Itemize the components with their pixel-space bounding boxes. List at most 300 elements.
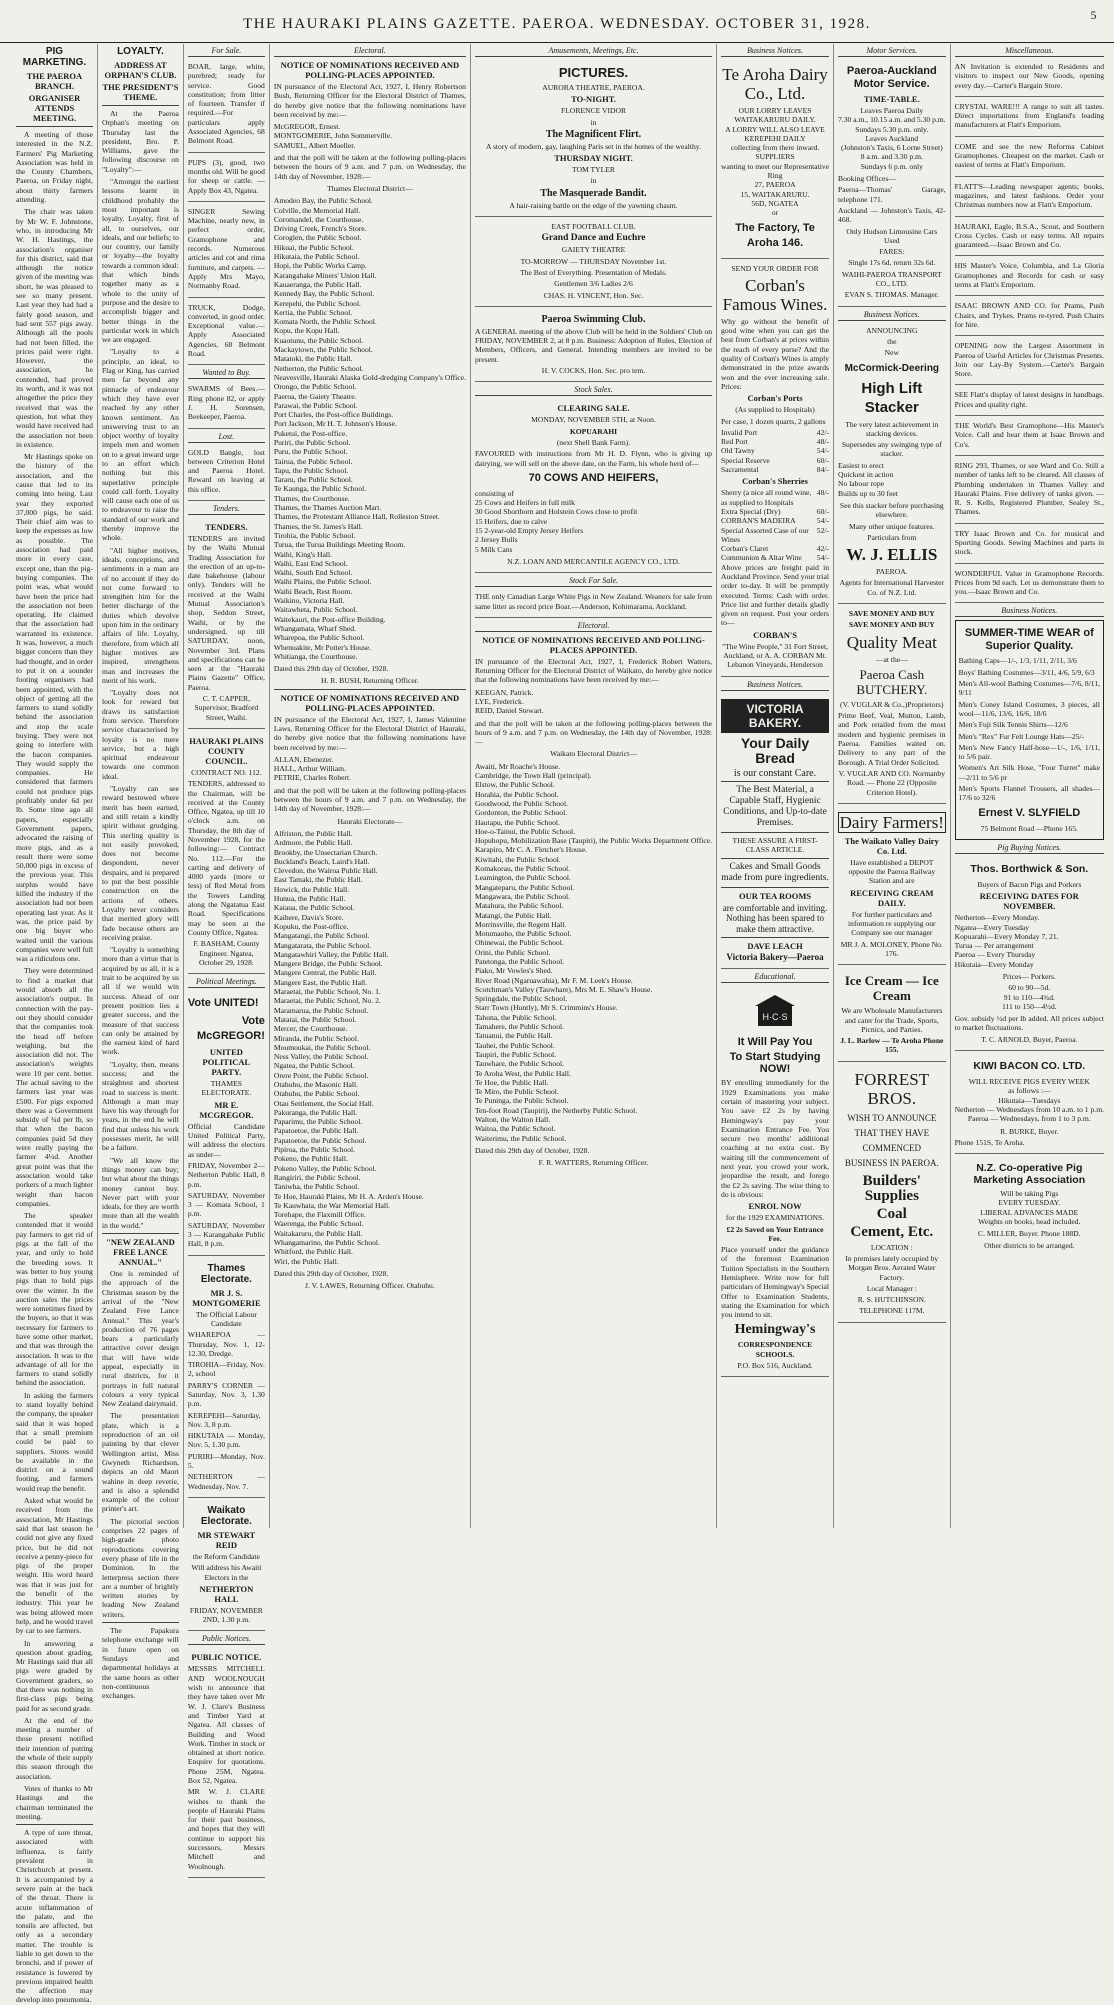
ad-text: Above prices are freight paid in Auckland Province. Send your trial order to-day. It will be promptly executed. Terms: Cash with order. Price list and further details gladly given on request. Post your orders to— bbox=[721, 562, 830, 628]
star: FLORENCE VIDOR bbox=[560, 106, 627, 116]
candidate-name: MR STEWART REID bbox=[197, 1529, 256, 1550]
classified-ad bbox=[955, 180, 1104, 217]
polling-place: Ardmore, the Public Hall. bbox=[273, 838, 353, 848]
price-row bbox=[721, 465, 829, 474]
ad-sign: J. L. Barlow — Te Aroha Phone 155. bbox=[840, 1036, 944, 1055]
polling-place: Otau Settlement, the Social Hall. bbox=[273, 1098, 374, 1108]
timetable-heading: TIME-TABLE. bbox=[863, 94, 920, 104]
polling-place: Tapu, the Public School. bbox=[273, 465, 349, 475]
polling-place: Ngatea, the Public School. bbox=[273, 1061, 355, 1071]
notice-text: IN pursuance of the Electoral Act, 1927, I, James Valentine Laws, Returning Officer for the Electoral District of Hauraki, do hereby give notice that the following nominations have been received by me:— bbox=[273, 714, 466, 752]
notice-text: TENDERS are invited by the Waihi Mutual Trading Association for the erection of an up-to-date bakehouse (labour only). Tenders will be received at the Waihi Mutual Association's shop, Seddon Street, Waihi, or by the undersigned, up till SATURDAY, noon, November 3rd. Plans and specifications can be seen at the "Hauraki Plains Gazette" Office, Paeroa. bbox=[187, 533, 265, 692]
polling-place: Rangiriri, the Public School. bbox=[273, 1172, 361, 1182]
polling-place: Papatoetoe, the Public Hall. bbox=[273, 1126, 359, 1136]
ad-title: VICTORIA BAKERY. bbox=[721, 699, 829, 733]
ad-line: Paeroa — Wednesdays, from 1 to 3 p.m. bbox=[967, 1114, 1091, 1124]
ad-line: 15, WAITAKARURU. bbox=[740, 189, 810, 199]
polling-place: Waihi, King's Hall. bbox=[273, 549, 332, 559]
ad-text: THE only Canadian Large White Pigs in New Zealand. Weaners for sale from same litter as record price Boar.—Anderson, Kohimarama, Auckland. bbox=[474, 592, 713, 611]
ad-text: Place yourself under the guidance of the foremost Examination Tuition Specialists in the Southern Hemisphere. Write now for full particulars of Hemingway's Special Offer to Examination Students, stating the Examination for which you intend to sit. bbox=[721, 1245, 830, 1320]
ad-text: Prime Beef, Veal, Mutton, Lamb, and Pork retailed from the most modern and hygienic premises in Paeroa. Families waited on. Delivery to any part of the Borough. A Trial Order Solicited. bbox=[838, 711, 946, 767]
nominee: McGREGOR, Ernest. bbox=[273, 122, 341, 132]
classified-ad bbox=[188, 446, 265, 501]
ad-sign: V. VUGLAR AND CO. Normanby Road. — Phone 22 (Opposite Criterion Hotel). bbox=[838, 768, 946, 797]
ad-title: Quality Meat bbox=[846, 632, 937, 652]
polling-place: Colville, the Memorial Hall. bbox=[273, 205, 361, 215]
article-paragraph: "Loyalty can see reward bestowed where merit has been earned, and still retain a kindly spirit without grudging. This sterling quality is not easily provoked, does not become despondent, never despairs, and is prepared to put the best possible construction on the actions of others. Loyalty never considers that merited glory will fade because others are receiving praise. bbox=[101, 784, 179, 942]
article-paragraph: In asking the farmers to stand loyally behind the company, the speaker said that it was hoped that a small premium could be paid to suppliers. Stores would be available in the district on a sound footing, and farmers would reap the benefit. bbox=[16, 1390, 93, 1493]
notice-text: Will address his Awaiti Electors in the bbox=[191, 1563, 262, 1582]
coop-ad bbox=[955, 1157, 1104, 1256]
polling-place: Amodeo Bay, the Public School. bbox=[273, 196, 373, 206]
notice-signature: F. BASHAM, County Engineer. Ngatea, October 29, 1928. bbox=[193, 939, 260, 967]
ad-text: SINGER Sewing Machine, nearly new, in perfect order, Gramophone and records. Numerous articles and cot and rima furniture, and carpets. — Apply Mrs Mayo, Normanby Road. bbox=[187, 206, 265, 291]
price-row bbox=[721, 516, 829, 525]
polling-place: Mangere East, the Public Hall. bbox=[273, 977, 368, 987]
article-headline: LOYALTY. bbox=[117, 46, 164, 57]
price-line: 111 to 150—4½d. bbox=[1001, 1001, 1057, 1011]
price-row bbox=[959, 679, 1100, 698]
divider bbox=[102, 105, 179, 106]
price-row bbox=[721, 488, 829, 507]
article-paragraph: One is reminded of the approach of the Christmas season by the arrival of the "New Zealand Free Lance Annual." This year's production of 76 pages bears a particularly attractive cover design that will have wide appeal, especially in rural districts, for it portrays in full natural colours a very typical New Zealand dairymaid. bbox=[101, 1269, 179, 1409]
column-pig-marketing bbox=[12, 44, 98, 2005]
classified-ad bbox=[188, 60, 265, 153]
kiwi-bacon-ad bbox=[955, 1054, 1104, 1154]
shop-name: Paeroa Cash BUTCHERY. bbox=[856, 666, 928, 697]
polling-place: Komakorau, the Public School. bbox=[474, 864, 571, 874]
polling-place: Netherton, the Public School. bbox=[273, 363, 364, 373]
polling-place: Mangere Bridge, the Public School. bbox=[273, 959, 383, 969]
nominee: MONTGOMERIE, John Sommerville. bbox=[273, 131, 392, 141]
article-paragraph: "Loyalty, then, means success; and the straightest and shortest road to success is merit. Although a man may have his way through for years, in the end he will find that unless his work possesses merit, he will be a failure. bbox=[101, 1059, 179, 1153]
polling-place: Leamington, the Public School. bbox=[474, 873, 571, 883]
notice-heading: NOTICE OF NOMINATIONS RECEIVED AND POLLING-PLACES APPOINTED. bbox=[280, 692, 460, 713]
polling-place: Kaihere, Davis's Store. bbox=[273, 912, 344, 922]
section-label: Educational. bbox=[721, 972, 829, 983]
ad-line: WISH TO ANNOUNCE bbox=[847, 1112, 937, 1123]
polling-place: Te Puninga, the Public School. bbox=[474, 1096, 569, 1106]
notice-text: IN pursuance of the Electoral Act, 1927, I, Henry Robertson Bush, Returning Officer for the Electoral District of Thames, do hereby give notice that the following nominations have been received by me:— bbox=[273, 82, 466, 119]
ad-lines bbox=[955, 1189, 1104, 1226]
item-name: Bathing Caps bbox=[958, 656, 1000, 666]
ad-line: wanting to meet our Representative bbox=[721, 161, 830, 171]
polling-place: Matatoki, the Public Hall. bbox=[273, 354, 353, 364]
company: The Waikato Valley Dairy Co. Ltd. bbox=[844, 835, 939, 856]
classified-ad bbox=[955, 459, 1104, 524]
booking-heading: Booking Offices— bbox=[838, 174, 896, 184]
ad-line: 56D, NGATEA bbox=[751, 198, 799, 208]
in-label: in bbox=[590, 176, 597, 186]
divider bbox=[721, 937, 829, 938]
timetable-line: 8 a.m. and 3.30 p.m. bbox=[860, 152, 923, 162]
polling-place: Torehape, the Flaxmill Office. bbox=[273, 1210, 366, 1220]
location-label: LOCATION : bbox=[870, 1242, 913, 1252]
classified-ad bbox=[955, 527, 1104, 564]
polling-place: Kopu, the Kopu Hall. bbox=[273, 326, 340, 336]
ad-title: Dairy Farmers! bbox=[839, 812, 944, 832]
section-label: Business Notices. bbox=[955, 606, 1104, 617]
polling-place: Hopi, the Public Works Camp. bbox=[273, 261, 367, 271]
polling-place: Buckland's Beach, Laird's Hall. bbox=[273, 856, 370, 866]
polling-place: Matangi, the Public Hall. bbox=[474, 910, 552, 920]
sale-date: MONDAY, NOVEMBER 5TH, at Noon. bbox=[531, 415, 656, 425]
brand: McCormick-Deering bbox=[844, 362, 940, 374]
location-text: In premises lately occupied by Morgan Bros. Aerated Water Factory. bbox=[845, 1254, 939, 1282]
polling-place: Pokeno, the Public Hall. bbox=[273, 1154, 348, 1164]
meeting: PURIRI—Monday, Nov. 5. bbox=[187, 1451, 265, 1471]
ad-lines bbox=[838, 1111, 946, 1171]
polling-place: Springdale, the Public School. bbox=[474, 994, 568, 1004]
candidate-sub: the Reform Candidate bbox=[192, 1551, 260, 1561]
ad-text: SWARMS of Bees.—Ring phone 82, or apply J. H. Sorensen, Beekeeper, Paeroa. bbox=[187, 384, 265, 422]
event-desc: The Best of Everything. Presentation of Medals. bbox=[520, 267, 667, 277]
polling-place: Kiwitahi, the Public School. bbox=[474, 854, 561, 864]
polling-place: Te Aroha West, the Public Hall. bbox=[474, 1068, 571, 1078]
polling-place: Papatoetoe, the Public School. bbox=[273, 1135, 367, 1145]
polling-places-list bbox=[274, 196, 466, 661]
polling-place: Taupiri, the Public School. bbox=[474, 1049, 557, 1059]
film-desc: A story of modern, gay, laughing Paris set in the homes of the wealthy. bbox=[486, 141, 701, 151]
polling-place: Kopuku, the Post-office. bbox=[273, 921, 349, 931]
polling-place: Te Hoe, the Public Hall. bbox=[474, 1077, 549, 1087]
polling-place: Driving Creek, French's Store. bbox=[273, 224, 367, 234]
item-price: 42/- bbox=[816, 544, 830, 554]
nominee: HALL, Arthur William. bbox=[273, 764, 346, 774]
polling-place: Tauwhare, the Public School. bbox=[474, 1059, 565, 1069]
dates-list bbox=[955, 913, 1104, 969]
article-paragraph: They were determined to find a market that would absorb all the association's output. In connection with the pay-out they should consider that the companies took the head off before weighing, but the association did not. The association's weights were 10 per cent. better. The actual saving to the farmers last year was £500. For pigs exported there was a Government subsidy of ¾d per lb, so that when the bacon companies paid 5d they were really paying the farmer 4¼d. Another great point was that the association would take porkers of a much lighter weight than bacon companies. bbox=[16, 966, 93, 1208]
venue: NETHERTON HALL bbox=[199, 1583, 254, 1604]
school-box: P.O. Box 516, Auckland. bbox=[737, 1361, 813, 1371]
ad-title: FORREST BROS. bbox=[854, 1069, 930, 1108]
item-price: 54/- bbox=[816, 516, 830, 526]
article-paragraph: Votes of thanks to Mr Hastings and the chairman terminated the meeting. bbox=[16, 1783, 93, 1821]
polling-place: Hikutaia, the Public School. bbox=[273, 252, 360, 262]
ad-sign: MR J. A. MOLONEY, Phone No. 176. bbox=[840, 939, 943, 958]
dance-ad bbox=[475, 220, 712, 307]
price-per: Per case, 1 dozen quarts, 2 gallons bbox=[721, 416, 826, 426]
headline: Coal bbox=[876, 1205, 907, 1222]
ad-intro: SEND YOUR ORDER FOR bbox=[731, 263, 819, 273]
slogan: Vote UNITED! bbox=[187, 997, 259, 1010]
sale-items bbox=[475, 489, 712, 554]
ad-line: KEREPEHI DAILY bbox=[744, 133, 806, 143]
article-paragraph: The presentation plate, which is a reproduction of an oil painting by that clever Wellington artist, Miss Gwyneth Richardson, depicts an old Maori wahine in deep reverie, and is also a splendid example of the colour printer's art. bbox=[101, 1411, 179, 1514]
item-price: —17/6 to 32/6 bbox=[958, 784, 1101, 803]
item-name: CORBAN'S MADEIRA bbox=[721, 516, 796, 526]
item-name: Old Tawny bbox=[721, 446, 755, 456]
item-price: 48/- bbox=[816, 488, 830, 498]
vendor-name: W. J. ELLIS bbox=[846, 545, 938, 565]
polling-place: Parawai, the Public School. bbox=[273, 400, 358, 410]
polling-place: Paparimu, the Public School. bbox=[273, 1117, 363, 1127]
notice-text: MESSRS MITCHELL AND WOOLNOUGH wish to announce that they have taken over Mr W. J. Clare's Business and Timber Yard at Ngatea. All classes of Building and Wood Work. Timber in stock or obtained at short notice. Enquire for quotations. Phone 25M, Ngatea. Box 52, Ngatea. bbox=[187, 1664, 265, 1785]
polling-place: Motumaoho, the Public School. bbox=[474, 929, 572, 939]
ad-sub: Buyers of Bacon Pigs and Porkers bbox=[977, 879, 1082, 889]
polling-place: Waitekauri, the Post-office Building. bbox=[273, 614, 386, 624]
ad-title: KIWI BACON CO. LTD. bbox=[973, 1060, 1086, 1073]
polling-places-list bbox=[475, 762, 712, 1143]
section-label: Pig Buying Notices. bbox=[955, 843, 1104, 854]
ad-title: Thos. Borthwick & Son. bbox=[970, 862, 1089, 875]
meeting: WHAREPOA — Thursday, Nov. 1, 12-12.30, Dredge. bbox=[187, 1330, 265, 1358]
swimming-notice bbox=[475, 310, 712, 382]
columns bbox=[12, 44, 1108, 2005]
item-price: 42/- bbox=[816, 427, 830, 437]
polling-place: Ohinewai, the Public School. bbox=[474, 938, 564, 948]
section-label: Amusements, Meetings, Etc. bbox=[475, 46, 712, 57]
price-row bbox=[721, 428, 829, 437]
polling-place: Whitianga, the Courthouse. bbox=[273, 651, 358, 661]
item-name: Extra Special (Dry) bbox=[721, 506, 781, 516]
price-list bbox=[959, 656, 1100, 802]
feature-list bbox=[838, 461, 946, 498]
polling-place: Tauhei, the Public School. bbox=[474, 1040, 555, 1050]
polling-places-list bbox=[274, 829, 466, 1266]
polling-place: Morrinsville, the Regent Hall. bbox=[474, 919, 567, 929]
page-number: 5 bbox=[1090, 8, 1098, 22]
price-row bbox=[959, 700, 1100, 719]
ad-title: CLEARING SALE. bbox=[557, 403, 630, 414]
political-ad bbox=[188, 1501, 265, 1631]
classified-ad bbox=[955, 100, 1104, 137]
polling-place: Clevedon, the Wairoa Public Hall. bbox=[273, 866, 378, 876]
item-price: —3/11, 4/6, 5/9, 6/3 bbox=[1033, 667, 1095, 677]
article-paragraph: A meeting of those interested in the N.Z. Farmers' Pig Marketing Association was held in the County Chambers, Paeroa, on Friday night, about thirty farmers attending. bbox=[16, 130, 93, 205]
political-ad bbox=[188, 991, 265, 1255]
polling-place: Walton, the Walton Hall. bbox=[474, 1115, 551, 1125]
polling-place: Mackaytown, the Public School. bbox=[273, 345, 373, 355]
ad-text: Cakes and Small Goods made from pure ingredients. bbox=[721, 861, 829, 883]
sale-headline: 70 COWS AND HEIFERS, bbox=[528, 471, 659, 484]
ad-sub: Other districts to be arranged. bbox=[984, 1240, 1075, 1250]
section-label: Lost. bbox=[188, 432, 265, 443]
polling-place: Port Charles, the Post-office Buildings. bbox=[273, 410, 394, 420]
polling-place: Pipiroa, the Public School. bbox=[273, 1145, 356, 1155]
classified-ad bbox=[955, 60, 1104, 97]
ad-line: Ring bbox=[767, 171, 783, 181]
price-row bbox=[721, 446, 829, 455]
ad-line: Weights on books, head included. bbox=[978, 1217, 1081, 1227]
nominee-list bbox=[274, 122, 466, 150]
manager-name: R. S. HUTCHINSON. bbox=[857, 1295, 926, 1305]
education-ad bbox=[721, 986, 829, 1377]
polling-place: Maraetai, the Public School, No. 1. bbox=[273, 987, 381, 997]
timetable-line: Leaves Paeroa Daily bbox=[860, 106, 924, 115]
headline: Cement, Etc. bbox=[850, 1223, 934, 1240]
ad-text: CRYSTAL WARE!!! A range to suit all tastes. Direct importations from England's leading manufacturers at Flatt's Emporium. bbox=[954, 101, 1105, 130]
nominee: PETRIE, Charles Robert. bbox=[273, 773, 352, 783]
stacker-ad bbox=[838, 324, 946, 604]
nominee: REID, Daniel Stewart. bbox=[474, 706, 544, 716]
ad-line: or bbox=[771, 208, 779, 218]
nominee: KEEGAN, Patrick. bbox=[474, 687, 534, 697]
notice-signature: C. T. CAPPER, Supervisor, Bradford Street, Waihi. bbox=[194, 694, 259, 722]
baker-name: DAVE LEACH bbox=[747, 941, 803, 952]
column-classifieds bbox=[184, 44, 270, 1871]
price-list bbox=[721, 488, 829, 562]
headline: To Start Studying NOW! bbox=[729, 1051, 821, 1076]
ad-text: See this stacker before purchasing elsewhere. bbox=[839, 500, 944, 520]
dairy-ad bbox=[721, 60, 829, 259]
article-paragraph: "Loyalty to a principle, an ideal, to Flag or King, has carried men far beyond any pinnacle of endeavour which they have ever reached by any other known sentiment. An unswerving trust to an object worthy of loyalty impels men and women on to a great inward urge to an effort which nothing but this superlative principle could call forth. Loyalty will cause each one of us to endeavour to raise the standard of our work and thereby improve the whole. bbox=[101, 347, 179, 543]
divider bbox=[721, 832, 829, 833]
section-label: Stock Sales. bbox=[475, 385, 712, 396]
polling-place: Waitoa, the Public School. bbox=[474, 1124, 556, 1134]
new-label: New bbox=[884, 348, 899, 358]
item-name: Men's All-wool Bathing Costumes bbox=[958, 679, 1064, 689]
ad-line: Netherton — Wednesdays from 10 a.m. to 1 p.m. bbox=[954, 1104, 1105, 1114]
ad-text: We are Wholesale Manufacturers and cater for the Trade, Sports, Picnics, and Parties. bbox=[841, 1006, 943, 1034]
local-manager: Local Manager : bbox=[866, 1283, 917, 1293]
polling-place: Komata North, the Public School. bbox=[273, 317, 377, 327]
item-price: 54/- bbox=[816, 446, 830, 456]
particulars: Particulars from bbox=[867, 532, 917, 542]
date-line: Netherton—Every Monday. bbox=[954, 913, 1040, 923]
nominee: LYE, Frederick. bbox=[474, 696, 524, 706]
polling-place: Hunua, the Public Hall. bbox=[273, 894, 346, 904]
polling-place: Turua, the Turua Buildings Meeting Room. bbox=[273, 540, 406, 550]
polling-place: Brookby, the Unsectarian Church. bbox=[273, 847, 378, 857]
district-label: Waikato Electoral District— bbox=[550, 749, 637, 759]
ad-text: ISAAC BROWN AND CO. for Prams, Push Chairs, and Trykes. Prams re-tyred. Push Chairs for hire. bbox=[954, 301, 1105, 329]
article-paragraph: The Papakura telephone exchange will in future open on Sundays and departmental holidays at the same hours as other non-continuous exchanges. bbox=[101, 1626, 179, 1701]
item-name: Special Reserve bbox=[721, 455, 770, 465]
divider bbox=[16, 1824, 93, 1825]
price-heading: Corban's Sherries bbox=[742, 476, 808, 487]
ad-line: A LORRY WILL ALSO LEAVE bbox=[725, 124, 825, 134]
section-label: Political Meetings. bbox=[188, 977, 265, 988]
item-name: Men's Coney Island Costumes, 3 pieces, all wool bbox=[958, 699, 1101, 718]
polling-place: Orini, the Public School. bbox=[474, 947, 551, 957]
fares-heading: FARES: bbox=[879, 247, 905, 257]
polling-place: Te Kaunga, the Public School. bbox=[273, 484, 367, 494]
price-row bbox=[959, 732, 1100, 741]
divider bbox=[274, 689, 466, 690]
ad-title: SUMMER-TIME WEAR of Superior Quality. bbox=[964, 627, 1094, 653]
polling-place: Tirohia, the Public School. bbox=[273, 530, 356, 540]
vendor-name: CORBAN'S bbox=[753, 629, 797, 640]
polling-place: Gordonton, the Public School. bbox=[474, 808, 568, 818]
icecream-ad bbox=[838, 968, 946, 1061]
classified-ad bbox=[955, 140, 1104, 177]
section-label: Business Notices. bbox=[838, 310, 946, 321]
classified-ad bbox=[188, 301, 265, 366]
ad-title: Corban's Famous Wines. bbox=[722, 275, 828, 314]
polling-place: Taniwha, the Public School. bbox=[273, 1182, 360, 1192]
polling-place: Mangere Central, the Public Hall. bbox=[273, 968, 377, 978]
polling-place: Mangateparu, the Public School. bbox=[474, 882, 575, 892]
clearing-sale-ad bbox=[475, 399, 712, 573]
notice-text: MR W. J. CLARE wishes to thank the people of Hauraki Plains for their past business, and hopes that they will continue to support his successors, Messrs Mitchell and Woolnough. bbox=[187, 1787, 265, 1871]
polling-place: Alfriston, the Public Hall. bbox=[273, 828, 353, 838]
candidate-name: MR J. S. MONTGOMERIE bbox=[192, 1287, 261, 1308]
meeting: NETHERTON — Wednesday, Nov. 7. bbox=[187, 1472, 265, 1491]
item-price: —1/-, 1/6, 1/11, to 5/6 pair. bbox=[958, 742, 1101, 762]
polling-place: Maraetai, the Public School, No. 2. bbox=[273, 996, 381, 1006]
polling-place: Puketui, the Post-office. bbox=[273, 428, 348, 438]
column-loyalty bbox=[98, 44, 184, 1701]
motor-service-ad bbox=[838, 60, 946, 307]
meeting: KEREPEHI—Saturday, Nov. 3, 8 p.m. bbox=[187, 1410, 261, 1429]
nominee-list bbox=[475, 688, 712, 716]
sale-place: KOPUARAHI bbox=[569, 426, 618, 436]
tagline: Your Daily Bread bbox=[740, 734, 810, 766]
company: WAIHI-PAEROA TRANSPORT CO., LTD. bbox=[841, 269, 942, 289]
electorate: THAMES ELECTORATE. bbox=[201, 1079, 252, 1098]
sale-item: 15 Heifers, due to calve bbox=[474, 516, 548, 526]
polling-place: Matahura, the Public School. bbox=[474, 901, 564, 911]
notice-heading: NOTICE OF NOMINATIONS RECEIVED AND POLLING-PLACES APPOINTED. bbox=[482, 634, 705, 655]
article-paragraph: "We all know the things money can buy; but what about the things money cannot buy. Never part with your ideals, for they are worth more than all the wealth in the world." bbox=[101, 1155, 179, 1230]
price-row bbox=[721, 437, 829, 446]
ad-text: The very latest achievement in stacking devices. bbox=[845, 419, 939, 438]
article-paragraph: The chair was taken by Mr W. F. Johnstone, who, in introducing Mr W. H. Hastings, the association's organiser for this district, said that although the notice given of the meeting was short, he was pleased to see so many present. Last year they had had a fairly good season, and had sent 557 pigs away. Although all the pools had not been filled, the prices paid were right. However, the association, he contended, had proved its worth, and it was not altogether the price they received that was the question, but what they would have received had the association not been in existence. bbox=[16, 207, 93, 449]
item-price: —2/11 to 5/6 pr bbox=[958, 772, 1008, 782]
polling-place: Kerepehi, the Public School. bbox=[273, 298, 361, 308]
saving: £2 2s Saved on Your Entrance Fee. bbox=[726, 1224, 824, 1243]
item-price: 60/- bbox=[816, 455, 830, 465]
club-name: EAST FOOTBALL CLUB. bbox=[551, 222, 636, 232]
item-name: Sacramental bbox=[721, 465, 759, 475]
polling-place: Pakuranga, the Public Hall. bbox=[273, 1107, 358, 1117]
ad-line: Hikutaia—Tuesdays bbox=[998, 1095, 1061, 1105]
notice-text: IN pursuance of the Electoral Act, 1927, I, Frederick Robert Watters, Returning Officer for the Electoral District of Waikato, do hereby give notice that the following nominations have been received by me:— bbox=[474, 656, 713, 685]
article-paragraph: "Amongst the earliest lessons learnt in childhood probably the most important is loyalty. Loyalty, first of all, to ourselves, our ideals, and our beliefs; to our country, our family or loyalty—the loyalty towards a common ideal: that which binds together many as a whole to the unity of purpose and the desire to accomplish bigger and better things in the particular work in which we are engaged. bbox=[101, 177, 179, 345]
notice-heading: NOTICE OF NOMINATIONS RECEIVED AND POLLING-PLACES APPOINTED. bbox=[280, 60, 460, 80]
price-row bbox=[721, 526, 829, 545]
notice-date: Dated this 29th day of October, 1928. bbox=[273, 1268, 389, 1278]
sale-item: 30 Good Shorthorn and Holstein Cows close to profit bbox=[474, 507, 638, 517]
price-line: 60 to 90—5d. bbox=[1008, 983, 1051, 993]
polling-place: Kaiaua, the Public School. bbox=[273, 903, 355, 913]
school-sub: CORRESPONDENCE SCHOOLS. bbox=[737, 1340, 813, 1359]
sale-item: 2 Jersey Bulls bbox=[474, 535, 518, 545]
film-desc: A hair-raising battle on the edge of the yawning chasm. bbox=[509, 200, 678, 210]
column-business bbox=[717, 44, 834, 1528]
ad-title: High Lift Stacker bbox=[861, 379, 923, 416]
polling-place: Orongo, the Public School. bbox=[273, 382, 357, 392]
polling-place: Thames, the Thames Auction Mart. bbox=[273, 503, 382, 513]
forrest-ad bbox=[838, 1065, 946, 1323]
ad-text: TRY Isaac Brown and Co. for musical and Sporting Goods. Sewing Machines and parts in stock. bbox=[954, 528, 1105, 557]
classified-ad bbox=[188, 156, 265, 202]
fares: Single 17s 6d, return 32s 6d. bbox=[848, 258, 936, 268]
article-headline: "NEW ZEALAND FREE LANCE ANNUAL." bbox=[106, 1237, 175, 1268]
item-name: Communion & Altar Wine bbox=[721, 553, 802, 563]
item-price: —11/6, 13/6, 16/6, 18/6 bbox=[973, 708, 1047, 718]
polling-place: Paeroa, the Gaiety Theatre. bbox=[273, 391, 357, 401]
film-title: The Masquerade Bandit. bbox=[540, 187, 647, 199]
meeting: SATURDAY, November 3 — Komata School, 1 p.m. bbox=[187, 1190, 265, 1219]
polling-place: Tamahere, the Public School. bbox=[474, 1022, 565, 1032]
polling-place: Waikino, Victoria Hall. bbox=[273, 596, 345, 606]
polling-place: Waihi, East End School. bbox=[273, 558, 348, 568]
notice-text: and that the poll will be taken at the following polling-places between the hours of 9 a.m. and 7 p.m. on Wednesday, the 14th day of November, 1928:— bbox=[273, 153, 466, 181]
ad-text: HIS Master's Voice, Columbia, and La Gloria Gramophones and Records for cash or easy terms at Flatt's Emporium. bbox=[954, 261, 1105, 290]
at-the: —at the— bbox=[875, 654, 908, 664]
nominee: ALLAN, Ebenezer. bbox=[273, 754, 334, 764]
price-row bbox=[721, 456, 829, 465]
tagline-sub: is our constant Care. bbox=[733, 767, 817, 779]
column-motor bbox=[834, 44, 951, 1528]
receiving: RECEIVING CREAM DAILY. bbox=[850, 887, 934, 908]
event-title: Grand Dance and Euchre bbox=[541, 233, 646, 244]
candidate-sub: Official Candidate United Political Party, will address the electors as under— bbox=[187, 1121, 265, 1159]
headline: It Will Pay You bbox=[737, 1036, 813, 1049]
telephone: TELEPHONE 117M. bbox=[859, 1306, 925, 1316]
